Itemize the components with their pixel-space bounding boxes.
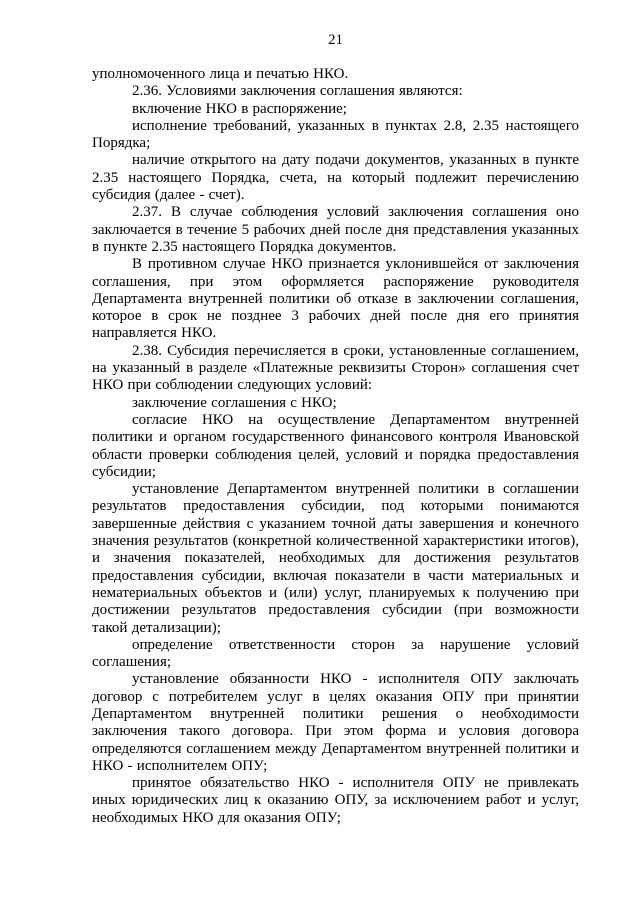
paragraph: установление обязанности НКО - исполнителя ОПУ заключать договор с потребителем услуг в целях оказания ОПУ при принятии Департаментом внутренней политики решения о необходимости заключения такого договора. При этом форма и условия договора определяются соглашением между Департаментом внутренней политики и НКО - исполнителем ОПУ;	[92, 671, 579, 774]
page-number: 21	[328, 32, 343, 48]
paragraph: наличие открытого на дату подачи документов, указанных в пункте 2.35 настоящего Порядка, счета, на который подлежит перечислению субсидия (далее - счет).	[92, 152, 579, 204]
paragraph: В противном случае НКО признается уклонившейся от заключения соглашения, при этом оформляется распоряжение руководителя Департамента внутренней политики об отказе в заключении соглашения, которое в срок не позднее 3 рабочих дней после дня его принятия направляется НКО.	[92, 256, 579, 342]
paragraph: уполномоченного лица и печатью НКО.	[92, 66, 349, 82]
paragraph: 2.37. В случае соблюдения условий заключения соглашения оно заключается в течение 5 рабочих дней после дня представления указанных в пункте 2.35 настоящего Порядка документов.	[92, 204, 579, 255]
paragraph: 2.36. Условиями заключения соглашения являются:	[132, 83, 463, 100]
paragraph: установление Департаментом внутренней политики в соглашении результатов предоставления субсидии, под которыми понимаются завершенные действия с указанием точной даты завершения и конечного значения результатов (конкретной количественной характеристики итогов), и значения показателей, необходимых для достижения результатов предоставления субсидии, включая показатели в части материальных и нематериальных объектов и (или) услуг, планируемых к получению при достижении результатов предоставления субсидии (при возможности такой детализации);	[92, 481, 579, 636]
paragraph: определение ответственности сторон за нарушение условий соглашения;	[92, 636, 579, 671]
paragraph: согласие НКО на осуществление Департаментом внутренней политики и органом государственного финансового контроля Ивановской области проверки соблюдения целей, условий и порядка предоставления субсидии;	[92, 411, 579, 480]
paragraph: включение НКО в распоряжение;	[132, 100, 347, 117]
paragraph: исполнение требований, указанных в пунктах 2.8, 2.35 настоящего Порядка;	[92, 117, 579, 152]
paragraph: заключение соглашения с НКО;	[132, 394, 337, 411]
paragraph: 2.38. Субсидия перечисляется в сроки, установленные соглашением, на указанный в разделе «Платежные реквизиты Сторон» соглашения счет НКО при соблюдении следующих условий:	[92, 342, 579, 394]
document-body	[92, 66, 579, 827]
paragraph: принятое обязательство НКО - исполнителя ОПУ не привлекать иных юридических лиц к оказанию ОПУ, за исключением работ и услуг, необходимых НКО для оказания ОПУ;	[92, 775, 579, 826]
